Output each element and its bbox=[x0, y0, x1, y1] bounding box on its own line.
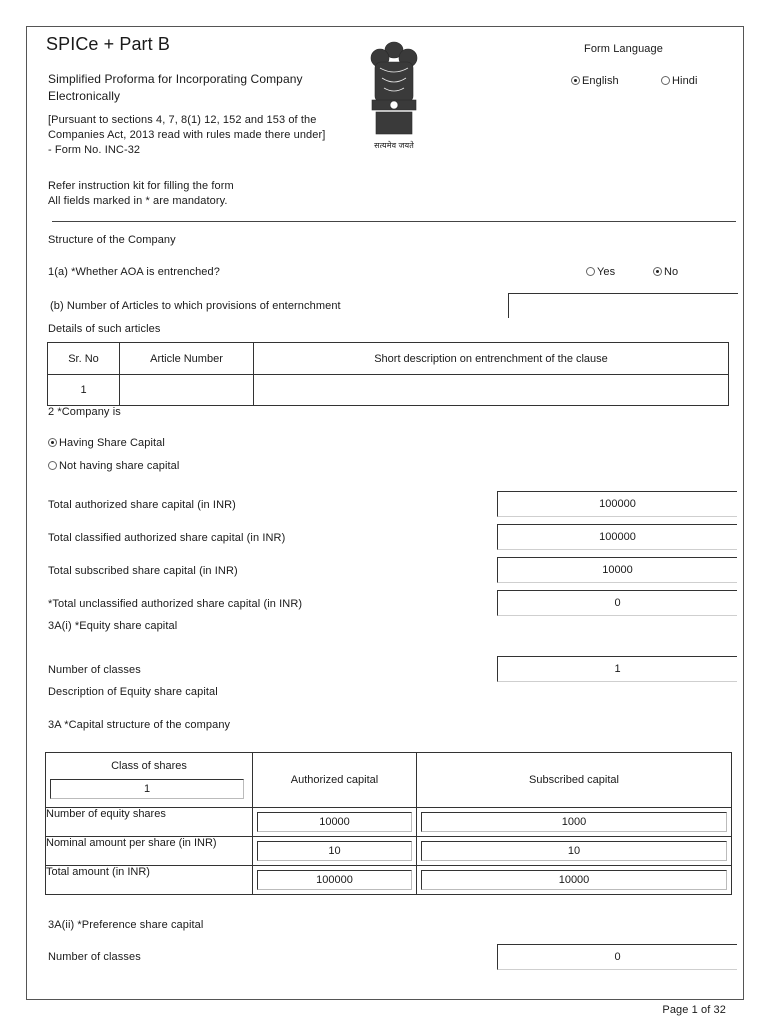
col-short-description: Short description on entrenchment of the clause bbox=[254, 343, 729, 375]
header-divider bbox=[52, 221, 736, 222]
authorized-capital-header: Authorized capital bbox=[253, 753, 417, 808]
radio-unselected-icon[interactable] bbox=[586, 267, 595, 276]
instruction-line2: All fields marked in * are mandatory. bbox=[48, 195, 228, 207]
preference-num-classes-input[interactable]: 0 bbox=[497, 944, 737, 970]
cell-short-description[interactable] bbox=[254, 375, 729, 406]
form-subtitle-line2: Electronically bbox=[48, 89, 121, 103]
equity-num-classes-label: Number of classes bbox=[48, 664, 141, 676]
table-row bbox=[48, 375, 729, 406]
preference-num-classes-label: Number of classes bbox=[48, 951, 141, 963]
capital-structure-table bbox=[45, 752, 732, 895]
col-sr-no: Sr. No bbox=[48, 343, 120, 375]
equity-heading: 3A(i) *Equity share capital bbox=[48, 620, 178, 632]
entrenchment-articles-input[interactable] bbox=[508, 293, 738, 318]
table-header-row bbox=[48, 343, 729, 375]
company-is-label: 2 *Company is bbox=[48, 406, 121, 418]
details-articles-label: Details of such articles bbox=[48, 323, 161, 335]
class-of-shares-input[interactable]: 1 bbox=[50, 779, 244, 799]
form-language-label: Form Language bbox=[584, 43, 663, 55]
total-unclassified-input[interactable]: 0 bbox=[497, 590, 737, 616]
articles-table bbox=[47, 342, 729, 406]
total-authorized-label: Total authorized share capital (in INR) bbox=[48, 499, 236, 511]
table-row bbox=[46, 837, 732, 866]
cell-article-number[interactable] bbox=[120, 375, 254, 406]
aoa-option-yes[interactable]: Yes bbox=[586, 265, 615, 279]
capital-structure-heading: 3A *Capital structure of the company bbox=[48, 719, 231, 731]
total-authorized-input[interactable]: 100000 bbox=[497, 491, 737, 517]
pursuant-line1: [Pursuant to sections 4, 7, 8(1) 12, 152 and 153 of the bbox=[48, 114, 317, 126]
row-label-total-amount: Total amount (in INR) bbox=[46, 866, 253, 895]
aoa-option-no[interactable]: No bbox=[653, 265, 678, 279]
subscribed-capital-header: Subscribed capital bbox=[417, 753, 732, 808]
option-having-share-capital[interactable]: Having Share Capital bbox=[48, 436, 165, 450]
cell-sr-no: 1 bbox=[48, 375, 120, 406]
form-title: SPICe + Part B bbox=[46, 34, 170, 54]
equity-description-label: Description of Equity share capital bbox=[48, 686, 218, 698]
radio-selected-icon[interactable] bbox=[571, 76, 580, 85]
emblem-motto: सत्यमेव जयते bbox=[374, 141, 414, 150]
total-classified-label: Total classified authorized share capital (in INR) bbox=[48, 532, 286, 544]
option-not-having-share-capital[interactable]: Not having share capital bbox=[48, 459, 179, 473]
radio-selected-icon[interactable] bbox=[653, 267, 662, 276]
national-emblem-icon bbox=[366, 36, 422, 152]
radio-selected-icon[interactable] bbox=[48, 438, 57, 447]
row-label-number-of-shares: Number of equity shares bbox=[46, 808, 253, 837]
aoa-entrenched-label: 1(a) *Whether AOA is entrenched? bbox=[48, 266, 220, 278]
lang-option-english[interactable]: English bbox=[571, 74, 619, 88]
class-of-shares-header: Class of shares 1 bbox=[46, 753, 253, 808]
radio-unselected-icon[interactable] bbox=[661, 76, 670, 85]
structure-heading: Structure of the Company bbox=[48, 234, 176, 246]
subscribed-nominal-amount-input[interactable]: 10 bbox=[421, 841, 727, 861]
page-number: Page 1 of 32 bbox=[662, 1004, 726, 1016]
total-subscribed-input[interactable]: 10000 bbox=[497, 557, 737, 583]
table-header-row bbox=[46, 753, 732, 808]
total-subscribed-label: Total subscribed share capital (in INR) bbox=[48, 565, 238, 577]
authorized-total-amount-input[interactable]: 100000 bbox=[257, 870, 412, 890]
total-classified-input[interactable]: 100000 bbox=[497, 524, 737, 550]
radio-unselected-icon[interactable] bbox=[48, 461, 57, 470]
total-unclassified-label: *Total unclassified authorized share capital (in INR) bbox=[48, 598, 303, 610]
row-label-nominal-amount: Nominal amount per share (in INR) bbox=[46, 837, 253, 866]
table-row bbox=[46, 866, 732, 895]
equity-num-classes-input[interactable]: 1 bbox=[497, 656, 737, 682]
form-subtitle-line1: Simplified Proforma for Incorporating Company bbox=[48, 72, 303, 86]
authorized-number-of-shares-input[interactable]: 10000 bbox=[257, 812, 412, 832]
pursuant-line2: Companies Act, 2013 read with rules made there under] bbox=[48, 129, 326, 141]
preference-heading: 3A(ii) *Preference share capital bbox=[48, 919, 204, 931]
form-number: - Form No. INC-32 bbox=[48, 144, 141, 156]
lang-option-hindi[interactable]: Hindi bbox=[661, 74, 698, 88]
col-article-number: Article Number bbox=[120, 343, 254, 375]
authorized-nominal-amount-input[interactable]: 10 bbox=[257, 841, 412, 861]
table-row bbox=[46, 808, 732, 837]
subscribed-number-of-shares-input[interactable]: 1000 bbox=[421, 812, 727, 832]
instruction-line1: Refer instruction kit for filling the form bbox=[48, 180, 234, 192]
subscribed-total-amount-input[interactable]: 10000 bbox=[421, 870, 727, 890]
entrenchment-articles-label: (b) Number of Articles to which provisions of enternchment bbox=[50, 300, 341, 312]
